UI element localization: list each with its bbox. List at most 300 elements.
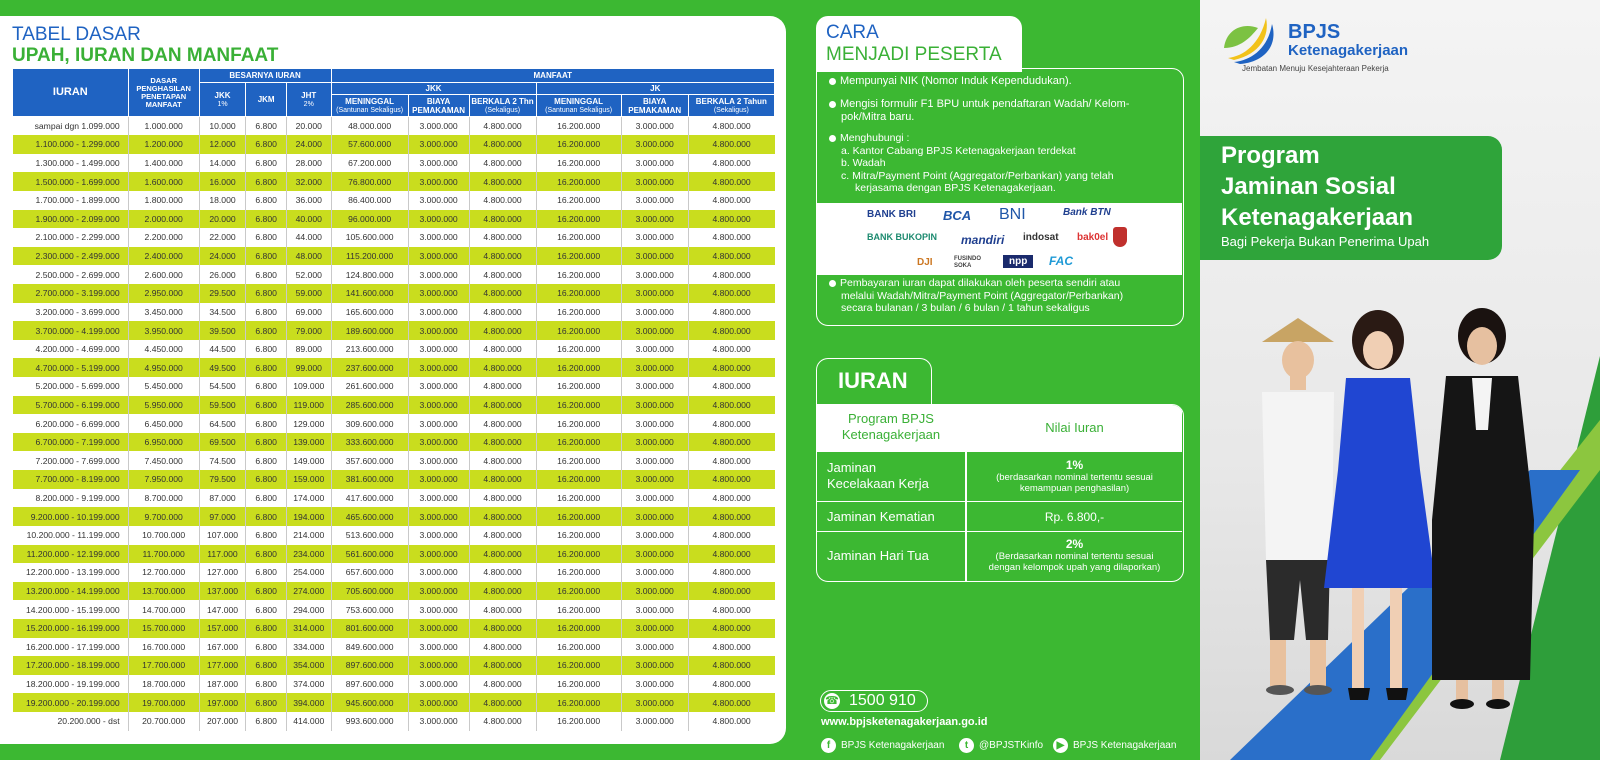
phone-hotline[interactable] [820, 690, 928, 712]
table-cell: 4.800.000 [469, 582, 536, 601]
table-cell: 16.700.000 [128, 638, 199, 657]
bank-bri-logo: BANK BRI [867, 209, 916, 220]
dji-logo: DJI [917, 257, 933, 268]
indosat-logo: indosat [1023, 232, 1059, 243]
table-cell: 4.950.000 [128, 358, 199, 377]
table-cell: 3.000.000 [408, 303, 469, 322]
table-cell: 16.000 [199, 172, 246, 191]
table-cell: 3.000.000 [621, 451, 688, 470]
table-cell: 149.000 [286, 451, 331, 470]
cover-illustration [1200, 0, 1600, 760]
table-cell: 261.600.000 [331, 377, 408, 396]
table-cell: 20.700.000 [128, 712, 199, 731]
iuran-header-program-1: Program BPJS [848, 411, 934, 426]
table-cell: 4.800.000 [712, 492, 751, 503]
table-cell: 48.000 [286, 247, 331, 266]
table-cell: 3.000.000 [408, 135, 469, 154]
table-cell: 86.400.000 [331, 191, 408, 210]
header-berkala-2thn [469, 95, 536, 117]
table-cell: 16.200.000 [536, 228, 621, 247]
table-cell: 59.000 [286, 284, 331, 303]
youtube-link[interactable] [1053, 738, 1176, 754]
table-cell: 394.000 [286, 693, 331, 712]
table-cell: 3.000.000 [408, 693, 469, 712]
table-cell: 3.000.000 [408, 526, 469, 545]
header-biaya-pemakaman: BIAYA PEMAKAMAN [408, 95, 469, 117]
table-cell: 48.000.000 [331, 117, 408, 136]
table-cell: 20.000 [286, 117, 331, 136]
header-jkk [199, 83, 246, 117]
cara-steps-box [816, 68, 1184, 326]
table-cell: 16.200.000 [536, 321, 621, 340]
table-cell: 49.500 [199, 358, 246, 377]
table-cell: 4.800.000 [469, 526, 536, 545]
table-cell: 6.800 [246, 358, 287, 377]
table-cell: 5.200.000 - 5.699.000 [13, 377, 129, 396]
table-cell: 165.600.000 [331, 303, 408, 322]
phone-number: 1500 910 [849, 692, 916, 709]
table-cell: 6.800 [246, 154, 287, 173]
table-cell: 124.800.000 [331, 265, 408, 284]
table-cell: 4.800.000 [712, 567, 751, 578]
table-cell: 4.800.000 [469, 377, 536, 396]
header-santunan-jk: (Santunan Sekaligus) [545, 106, 613, 114]
table-cell: 119.000 [286, 396, 331, 415]
table-row [13, 526, 775, 545]
header-meninggal-label: MENINGGAL [345, 96, 395, 106]
iuran-jkm-label: Jaminan Kematian [827, 509, 935, 524]
table-cell: 8.700.000 [128, 489, 199, 508]
table-cell: 4.800.000 [469, 247, 536, 266]
table-cell: 16.200.000 [536, 154, 621, 173]
table-cell: 417.600.000 [331, 489, 408, 508]
table-cell: 897.600.000 [331, 656, 408, 675]
table-cell: 4.800.000 [469, 545, 536, 564]
table-cell: 167.000 [199, 638, 246, 657]
table-cell: 44.000 [286, 228, 331, 247]
table-cell: 3.000.000 [408, 117, 469, 136]
table-cell: 3.000.000 [621, 117, 688, 136]
table-cell: 1.400.000 [128, 154, 199, 173]
table-cell: 8.200.000 - 9.199.000 [13, 489, 129, 508]
table-cell: 6.800 [246, 265, 287, 284]
table-cell: 1.200.000 [128, 135, 199, 154]
table-cell: 16.200.000 [536, 377, 621, 396]
table-cell: 4.800.000 [469, 414, 536, 433]
table-cell: 6.800 [246, 507, 287, 526]
table-cell: 7.700.000 - 8.199.000 [13, 470, 129, 489]
bank-bca-logo: BCA [943, 208, 972, 223]
table-cell: 28.000 [286, 154, 331, 173]
table-cell: 6.800 [246, 321, 287, 340]
table-cell: 10.000 [199, 117, 246, 136]
table-cell: 234.000 [286, 545, 331, 564]
table-cell: 4.800.000 [712, 530, 751, 541]
facebook-icon: f [821, 738, 836, 753]
table-cell: 16.200.000 [536, 545, 621, 564]
table-cell: 16.200.000 [536, 172, 621, 191]
table-cell: 11.200.000 - 12.199.000 [13, 545, 129, 564]
table-cell: 6.800 [246, 135, 287, 154]
iuran-jkk-label-2: Kecelakaan Kerja [827, 476, 929, 491]
table-cell: 15.200.000 - 16.199.000 [13, 619, 129, 638]
table-cell: 16.200.000 [536, 247, 621, 266]
table-cell: 141.600.000 [331, 284, 408, 303]
table-cell: 3.000.000 [408, 321, 469, 340]
table-cell: 7.450.000 [128, 451, 199, 470]
table-cell: 16.200.000 [536, 303, 621, 322]
table-cell: 22.000 [199, 228, 246, 247]
iuran-table [816, 404, 1184, 582]
table-title-line1: TABEL DASAR [12, 24, 141, 45]
header-jht [286, 83, 331, 117]
table-cell: 3.000.000 [621, 600, 688, 619]
table-cell: 16.200.000 [536, 507, 621, 526]
table-row [13, 712, 775, 731]
table-cell: 4.800.000 [688, 358, 774, 377]
iuran-header [817, 405, 1182, 451]
table-cell: 16.200.000 [536, 396, 621, 415]
header-dasar: DASAR PENGHASILAN PENETAPAN MANFAAT [128, 69, 199, 117]
person-woman-robe-icon [1432, 308, 1534, 709]
table-cell: 6.800 [246, 340, 287, 359]
header-meninggal [331, 95, 408, 117]
iuran-header-nilai: Nilai Iuran [1045, 420, 1104, 435]
table-cell: 4.800.000 [712, 121, 751, 132]
table-cell: 16.200.000 [536, 619, 621, 638]
table-cell: 314.000 [286, 619, 331, 638]
twitter-link[interactable] [959, 738, 1043, 754]
iuran-jkk-pct: 1% [1065, 458, 1084, 472]
header-jkk-group: JKK [331, 83, 536, 95]
fac-logo: FAC [1049, 254, 1073, 268]
table-cell: 6.800 [246, 489, 287, 508]
table-cell: 414.000 [286, 712, 331, 731]
table-cell: 3.700.000 - 4.199.000 [13, 321, 129, 340]
table-cell: 57.600.000 [331, 135, 408, 154]
table-cell: 10.200.000 - 11.199.000 [13, 526, 129, 545]
cara-title-line2: MENJADI PESERTA [826, 44, 1002, 65]
table-cell: 16.200.000 [536, 358, 621, 377]
table-cell: 174.000 [286, 489, 331, 508]
table-cell: 6.800 [246, 526, 287, 545]
table-cell: 99.000 [286, 358, 331, 377]
step-1-text: Mempunyai NIK (Nomor Induk Kependudukan). [840, 75, 1072, 87]
table-cell: 4.800.000 [469, 619, 536, 638]
table-cell: 4.800.000 [469, 284, 536, 303]
header-jkk-pct: 1% [217, 100, 228, 108]
table-cell: 4.800.000 [712, 604, 751, 615]
table-cell: 16.200.000 [536, 600, 621, 619]
table-row [13, 321, 775, 340]
table-cell: 127.000 [199, 563, 246, 582]
table-row [13, 154, 775, 173]
table-cell: 4.800.000 [469, 191, 536, 210]
table-cell: 274.000 [286, 582, 331, 601]
table-cell: 705.600.000 [331, 582, 408, 601]
table-cell: 3.000.000 [621, 247, 688, 266]
table-cell: 3.000.000 [408, 451, 469, 470]
table-cell: 3.000.000 [621, 693, 688, 712]
table-cell: 16.200.000 [536, 265, 621, 284]
iuran-jkm-value: Rp. 6.800,- [1044, 510, 1105, 524]
table-cell: 3.000.000 [621, 675, 688, 694]
table-cell: 3.000.000 [621, 191, 688, 210]
program-title-3: Ketenagakerjaan [1221, 204, 1414, 231]
table-cell: 79.500 [199, 470, 246, 489]
table-cell: 4.800.000 [712, 418, 751, 429]
table-cell: 4.800.000 [469, 135, 536, 154]
table-cell: 6.450.000 [128, 414, 199, 433]
step-2-text-a: Mengisi formulir F1 BPU untuk pendaftaran Wadah/ Kelom- [840, 98, 1130, 110]
iuran-divider [965, 405, 967, 582]
table-cell: 16.200.000 [536, 340, 621, 359]
facebook-link[interactable] [821, 738, 944, 754]
table-cell: 69.000 [286, 303, 331, 322]
table-cell: 16.200.000 [536, 489, 621, 508]
table-cell: 109.000 [286, 377, 331, 396]
table-title [12, 24, 278, 66]
fusindo-logo: FUSINDO SOKA [954, 256, 981, 269]
header-biaya-pemakaman-jk: BIAYA PEMAKAMAN [621, 95, 688, 117]
table-cell: 3.000.000 [621, 284, 688, 303]
header-santunan: (Santunan Sekaligus) [336, 106, 404, 114]
table-cell: 3.000.000 [408, 265, 469, 284]
table-cell: 4.800.000 [712, 716, 751, 727]
table-cell: 4.800.000 [688, 693, 774, 712]
table-cell: 16.200.000 [536, 638, 621, 657]
table-cell: 4.800.000 [712, 232, 751, 243]
iuran-jht-note-2: dengan kelompok upah yang dilaporkan) [988, 562, 1161, 573]
iuran-jht-note-1: (Berdasarkan nominal tertentu sesuai [995, 551, 1154, 562]
table-cell: 18.700.000 [128, 675, 199, 694]
iuran-jkk-label [827, 460, 929, 492]
table-cell: 3.000.000 [621, 358, 688, 377]
table-cell: 4.800.000 [688, 656, 774, 675]
step-4-c: secara bulanan / 3 bulan / 6 bulan / 1 tahun sekaligus [841, 302, 1090, 314]
twitter-icon: t [959, 738, 974, 753]
table-cell: 115.200.000 [331, 247, 408, 266]
table-cell: 89.000 [286, 340, 331, 359]
table-cell: 6.800 [246, 582, 287, 601]
table-cell: 4.800.000 [688, 172, 774, 191]
table-cell: 4.800.000 [469, 470, 536, 489]
table-cell: 6.800 [246, 600, 287, 619]
table-cell: 374.000 [286, 675, 331, 694]
bullet-icon [829, 280, 836, 287]
cara-title [826, 22, 1002, 66]
step-3-text: Menghubungi : [840, 132, 910, 144]
table-cell: 15.700.000 [128, 619, 199, 638]
header-jkk-label: JKK [214, 90, 231, 100]
table-cell: 13.200.000 - 14.199.000 [13, 582, 129, 601]
table-cell: 29.500 [199, 284, 246, 303]
table-cell: 4.800.000 [469, 210, 536, 229]
table-cell: 1.700.000 - 1.899.000 [13, 191, 129, 210]
header-meninggal-jk [536, 95, 621, 117]
table-cell: 6.800 [246, 638, 287, 657]
table-cell: 4.800.000 [469, 693, 536, 712]
table-cell: 69.500 [199, 433, 246, 452]
table-cell: 3.000.000 [621, 135, 688, 154]
table-row [13, 210, 775, 229]
step-3-c1: c. Mitra/Payment Point (Aggregator/Perbankan) yang telah [841, 169, 1114, 182]
bank-bukopin-logo: BANK BUKOPIN [867, 232, 938, 242]
table-cell: 3.000.000 [408, 619, 469, 638]
table-cell: 465.600.000 [331, 507, 408, 526]
table-cell: 4.800.000 [469, 154, 536, 173]
rate-table-panel [0, 16, 786, 744]
table-row [13, 358, 775, 377]
npp-logo: npp [1003, 255, 1033, 268]
iuran-jht-pct: 2% [1065, 537, 1084, 551]
table-cell: 3.000.000 [621, 340, 688, 359]
table-cell: 4.700.000 - 5.199.000 [13, 358, 129, 377]
table-cell: 6.800 [246, 172, 287, 191]
table-cell: 4.800.000 [469, 303, 536, 322]
table-cell: 3.000.000 [621, 433, 688, 452]
step-3-b: b. Wadah [841, 157, 886, 169]
table-cell: 6.800 [246, 545, 287, 564]
table-cell: 214.000 [286, 526, 331, 545]
table-cell: 4.800.000 [712, 195, 751, 206]
table-cell: 354.000 [286, 656, 331, 675]
table-cell: 3.000.000 [408, 545, 469, 564]
table-row [13, 228, 775, 247]
table-cell: 4.800.000 [688, 247, 774, 266]
table-cell: 9.200.000 - 10.199.000 [13, 507, 129, 526]
table-cell: 4.800.000 [712, 269, 751, 280]
table-cell: 117.000 [199, 545, 246, 564]
header-sekaligus-jk: (Sekaligus) [713, 106, 749, 114]
header-sekaligus: (Sekaligus) [485, 106, 521, 114]
table-cell: 4.800.000 [688, 135, 774, 154]
table-cell: 2.300.000 - 2.499.000 [13, 247, 129, 266]
table-cell: 4.450.000 [128, 340, 199, 359]
table-cell: 4.800.000 [688, 396, 774, 415]
table-cell: 4.800.000 [712, 641, 751, 652]
table-cell: 44.500 [199, 340, 246, 359]
table-cell: 189.600.000 [331, 321, 408, 340]
table-cell: 3.000.000 [621, 712, 688, 731]
table-cell: 4.800.000 [712, 344, 751, 355]
table-cell: 4.800.000 [469, 358, 536, 377]
table-cell: 3.000.000 [408, 656, 469, 675]
phone-icon: ☎ [825, 695, 839, 707]
table-cell: 20.200.000 - dst [13, 712, 129, 731]
table-row [13, 563, 775, 582]
table-cell: 32.000 [286, 172, 331, 191]
table-row [13, 117, 775, 136]
table-cell: 52.000 [286, 265, 331, 284]
facebook-label: BPJS Ketenagakerjaan [841, 740, 945, 751]
table-cell: 3.200.000 - 3.699.000 [13, 303, 129, 322]
table-cell: 6.800 [246, 117, 287, 136]
table-cell: 334.000 [286, 638, 331, 657]
table-cell: 3.000.000 [408, 414, 469, 433]
table-cell: 157.000 [199, 619, 246, 638]
table-cell: 3.000.000 [408, 358, 469, 377]
shield-logo-icon [1113, 227, 1127, 247]
table-row [13, 582, 775, 601]
table-row [13, 172, 775, 191]
program-title-2: Jaminan Sosial [1221, 173, 1396, 200]
table-cell: 2.400.000 [128, 247, 199, 266]
table-cell: 54.500 [199, 377, 246, 396]
table-cell: 4.800.000 [688, 470, 774, 489]
table-cell: 3.000.000 [621, 526, 688, 545]
header-jht-pct: 2% [303, 100, 314, 108]
table-cell: 3.000.000 [621, 656, 688, 675]
table-cell: 139.000 [286, 433, 331, 452]
bullet-icon [829, 78, 836, 85]
table-cell: 5.450.000 [128, 377, 199, 396]
table-cell: 16.200.000 [536, 284, 621, 303]
table-cell: 285.600.000 [331, 396, 408, 415]
step-3-c2: kerjasama dengan BPJS Ketenagakerjaan. [855, 182, 1056, 194]
table-cell: 2.000.000 [128, 210, 199, 229]
table-cell: 197.000 [199, 693, 246, 712]
table-cell: 3.000.000 [621, 228, 688, 247]
table-cell: 4.200.000 - 4.699.000 [13, 340, 129, 359]
program-title-1: Program [1221, 142, 1320, 169]
bullet-icon [829, 101, 836, 108]
table-cell: 9.700.000 [128, 507, 199, 526]
table-cell: 5.950.000 [128, 396, 199, 415]
table-cell: 897.600.000 [331, 675, 408, 694]
table-cell: 67.200.000 [331, 154, 408, 173]
table-cell: 1.600.000 [128, 172, 199, 191]
table-cell: 4.800.000 [712, 158, 751, 169]
header-jkm: JKM [246, 83, 287, 117]
iuran-jkk-note-1: (berdasarkan nominal tertentu sesuai [996, 472, 1153, 483]
table-cell: 381.600.000 [331, 470, 408, 489]
table-cell: 16.200.000 [536, 191, 621, 210]
table-cell: 1.900.000 - 2.099.000 [13, 210, 129, 229]
table-row [13, 284, 775, 303]
header-berkala-2thn-label: BERKALA 2 Thn [471, 96, 534, 106]
table-cell: 129.000 [286, 414, 331, 433]
iuran-jht-label: Jaminan Hari Tua [827, 548, 929, 563]
table-row [13, 600, 775, 619]
table-title-line2: UPAH, IURAN DAN MANFAAT [12, 45, 279, 66]
table-cell: 333.600.000 [331, 433, 408, 452]
table-cell: 3.000.000 [621, 321, 688, 340]
table-cell: 309.600.000 [331, 414, 408, 433]
iuran-header-program [817, 411, 965, 443]
table-cell: 357.600.000 [331, 451, 408, 470]
table-cell: 3.000.000 [408, 377, 469, 396]
table-cell: 3.000.000 [621, 563, 688, 582]
table-cell: 79.000 [286, 321, 331, 340]
table-cell: 3.000.000 [408, 433, 469, 452]
table-cell: 4.800.000 [712, 306, 751, 317]
table-cell: 19.700.000 [128, 693, 199, 712]
iuran-jkk-note-2: kemampuan penghasilan) [1019, 483, 1130, 494]
table-cell: 1.000.000 [128, 117, 199, 136]
table-cell: 4.800.000 [469, 172, 536, 191]
table-cell: 194.000 [286, 507, 331, 526]
table-cell: 561.600.000 [331, 545, 408, 564]
step-4 [829, 277, 1177, 315]
table-cell: 17.700.000 [128, 656, 199, 675]
table-cell: 3.000.000 [408, 489, 469, 508]
table-cell: 16.200.000 [536, 526, 621, 545]
table-cell: 3.000.000 [408, 340, 469, 359]
website-link[interactable]: www.bpjsketenagakerjaan.go.id [821, 716, 988, 728]
header-jk-group: JK [536, 83, 775, 95]
iuran-row-jht [817, 531, 1182, 582]
